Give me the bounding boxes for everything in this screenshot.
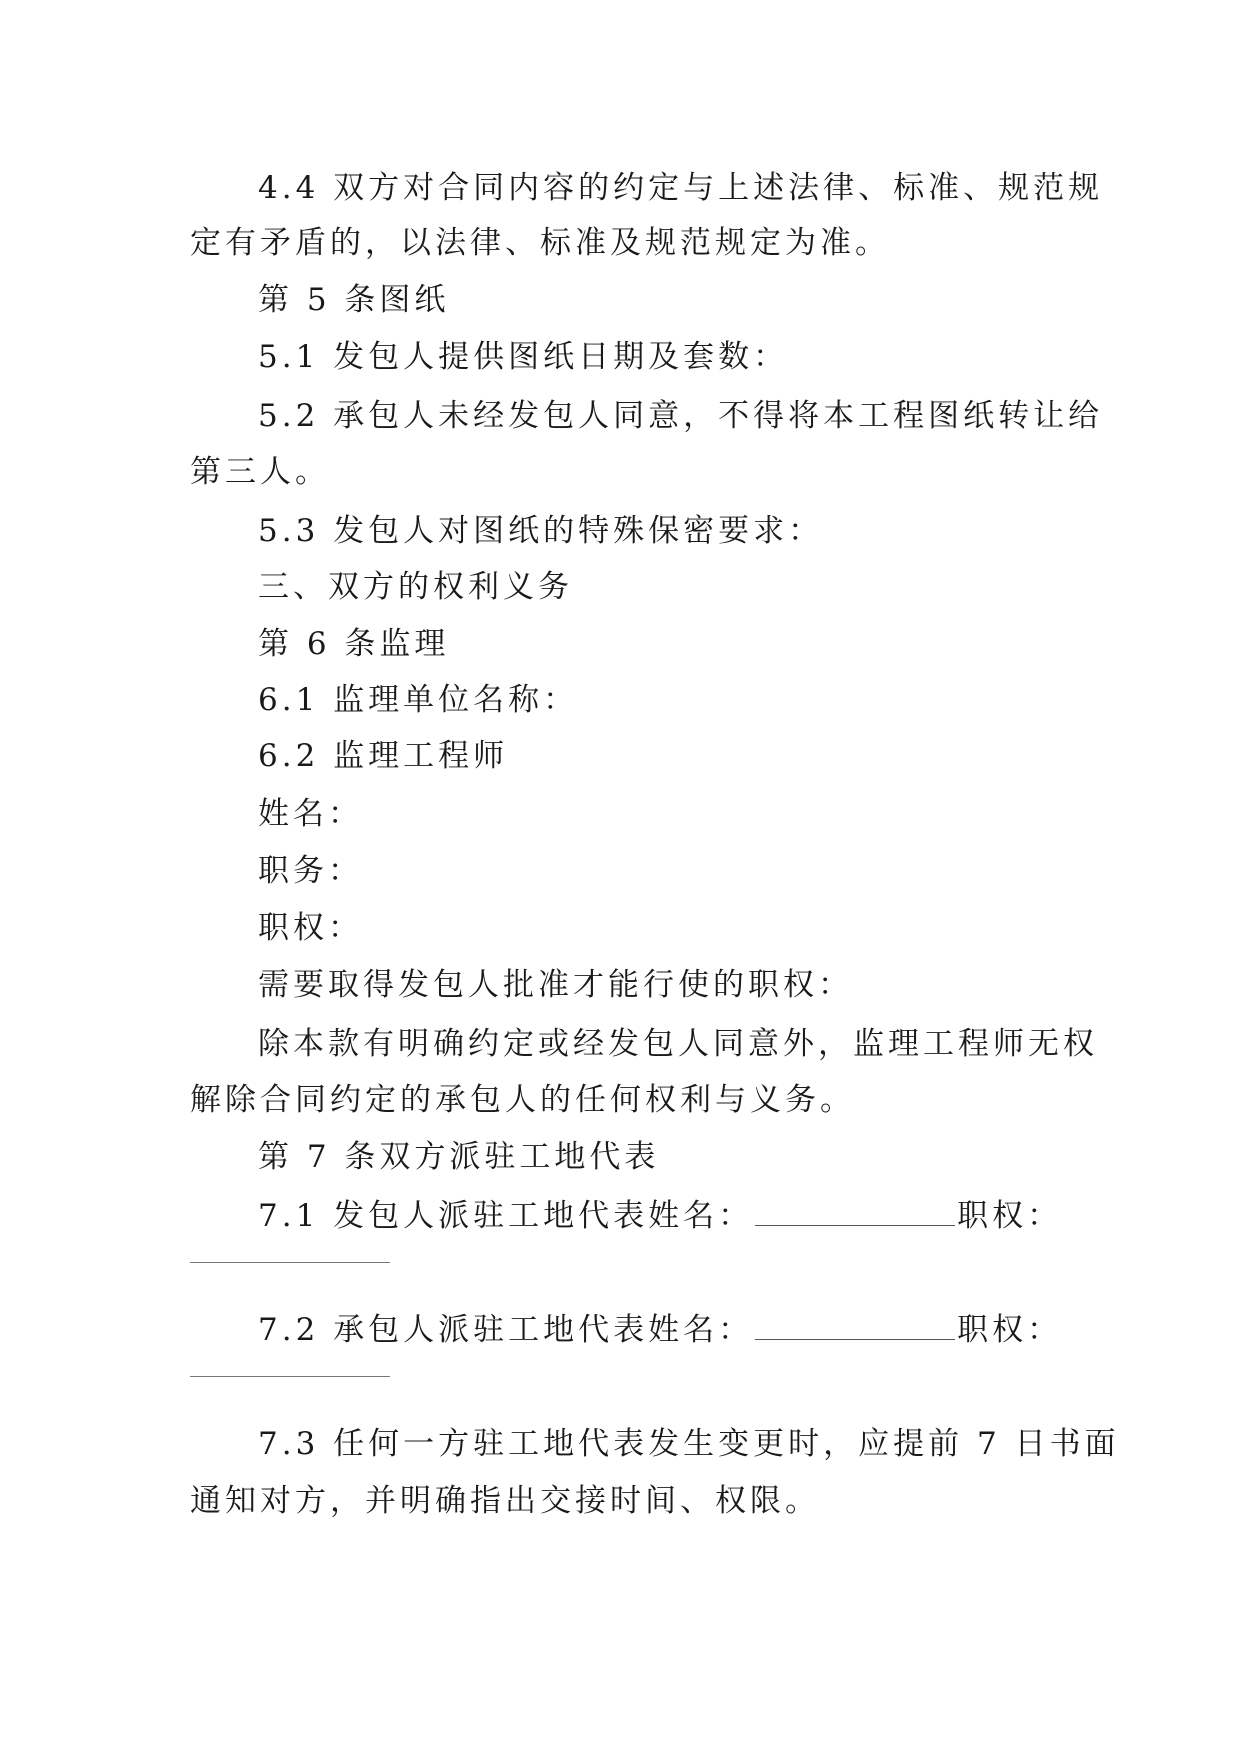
paragraph-exception: 除本款有明确约定或经发包人同意外，监理工程师无权 xyxy=(258,1026,1098,1062)
blank-line xyxy=(190,1262,390,1263)
paragraph-4-4: 4.4 双方对合同内容的约定与上述法律、标准、规范规 xyxy=(258,170,1104,206)
heading-article-5: 第 5 条图纸 xyxy=(258,282,450,318)
heading-article-7: 第 7 条双方派驻工地代表 xyxy=(258,1139,660,1175)
clause-6-2: 6.2 监理工程师 xyxy=(258,738,509,774)
blank-line xyxy=(755,1315,955,1340)
clause-7-2 xyxy=(258,1312,1062,1348)
clause-7-1-duty-label: 职权： xyxy=(957,1198,1063,1234)
blank-line xyxy=(755,1201,955,1226)
clause-5-2: 5.2 承包人未经发包人同意，不得将本工程图纸转让给 xyxy=(258,398,1104,434)
clause-5-3: 5.3 发包人对图纸的特殊保密要求： xyxy=(258,513,824,549)
blank-line xyxy=(190,1376,390,1377)
clause-7-1 xyxy=(258,1198,1062,1234)
field-position: 职务： xyxy=(258,853,363,889)
heading-article-6: 第 6 条监理 xyxy=(258,626,450,662)
field-name: 姓名： xyxy=(258,796,363,832)
paragraph-4-4-cont: 定有矛盾的，以法律、标准及规范规定为准。 xyxy=(190,225,890,261)
clause-7-2-label: 7.2 承包人派驻工地代表姓名： xyxy=(258,1312,754,1348)
clause-7-3-cont: 通知对方，并明确指出交接时间、权限。 xyxy=(190,1483,820,1519)
clause-7-2-duty-label: 职权： xyxy=(957,1312,1063,1348)
clause-7-1-label: 7.1 发包人派驻工地代表姓名： xyxy=(258,1198,754,1234)
section-heading-3: 三、双方的权利义务 xyxy=(258,569,573,605)
paragraph-exception-cont: 解除合同约定的承包人的任何权利与义务。 xyxy=(190,1082,855,1118)
clause-7-3: 7.3 任何一方驻工地代表发生变更时，应提前 7 日书面 xyxy=(258,1426,1120,1462)
clause-5-1: 5.1 发包人提供图纸日期及套数： xyxy=(258,339,789,375)
clause-6-1: 6.1 监理单位名称： xyxy=(258,682,579,718)
field-authority: 职权： xyxy=(258,910,363,946)
clause-5-2-cont: 第三人。 xyxy=(190,454,330,490)
field-approval-authority: 需要取得发包人批准才能行使的职权： xyxy=(258,967,853,1003)
